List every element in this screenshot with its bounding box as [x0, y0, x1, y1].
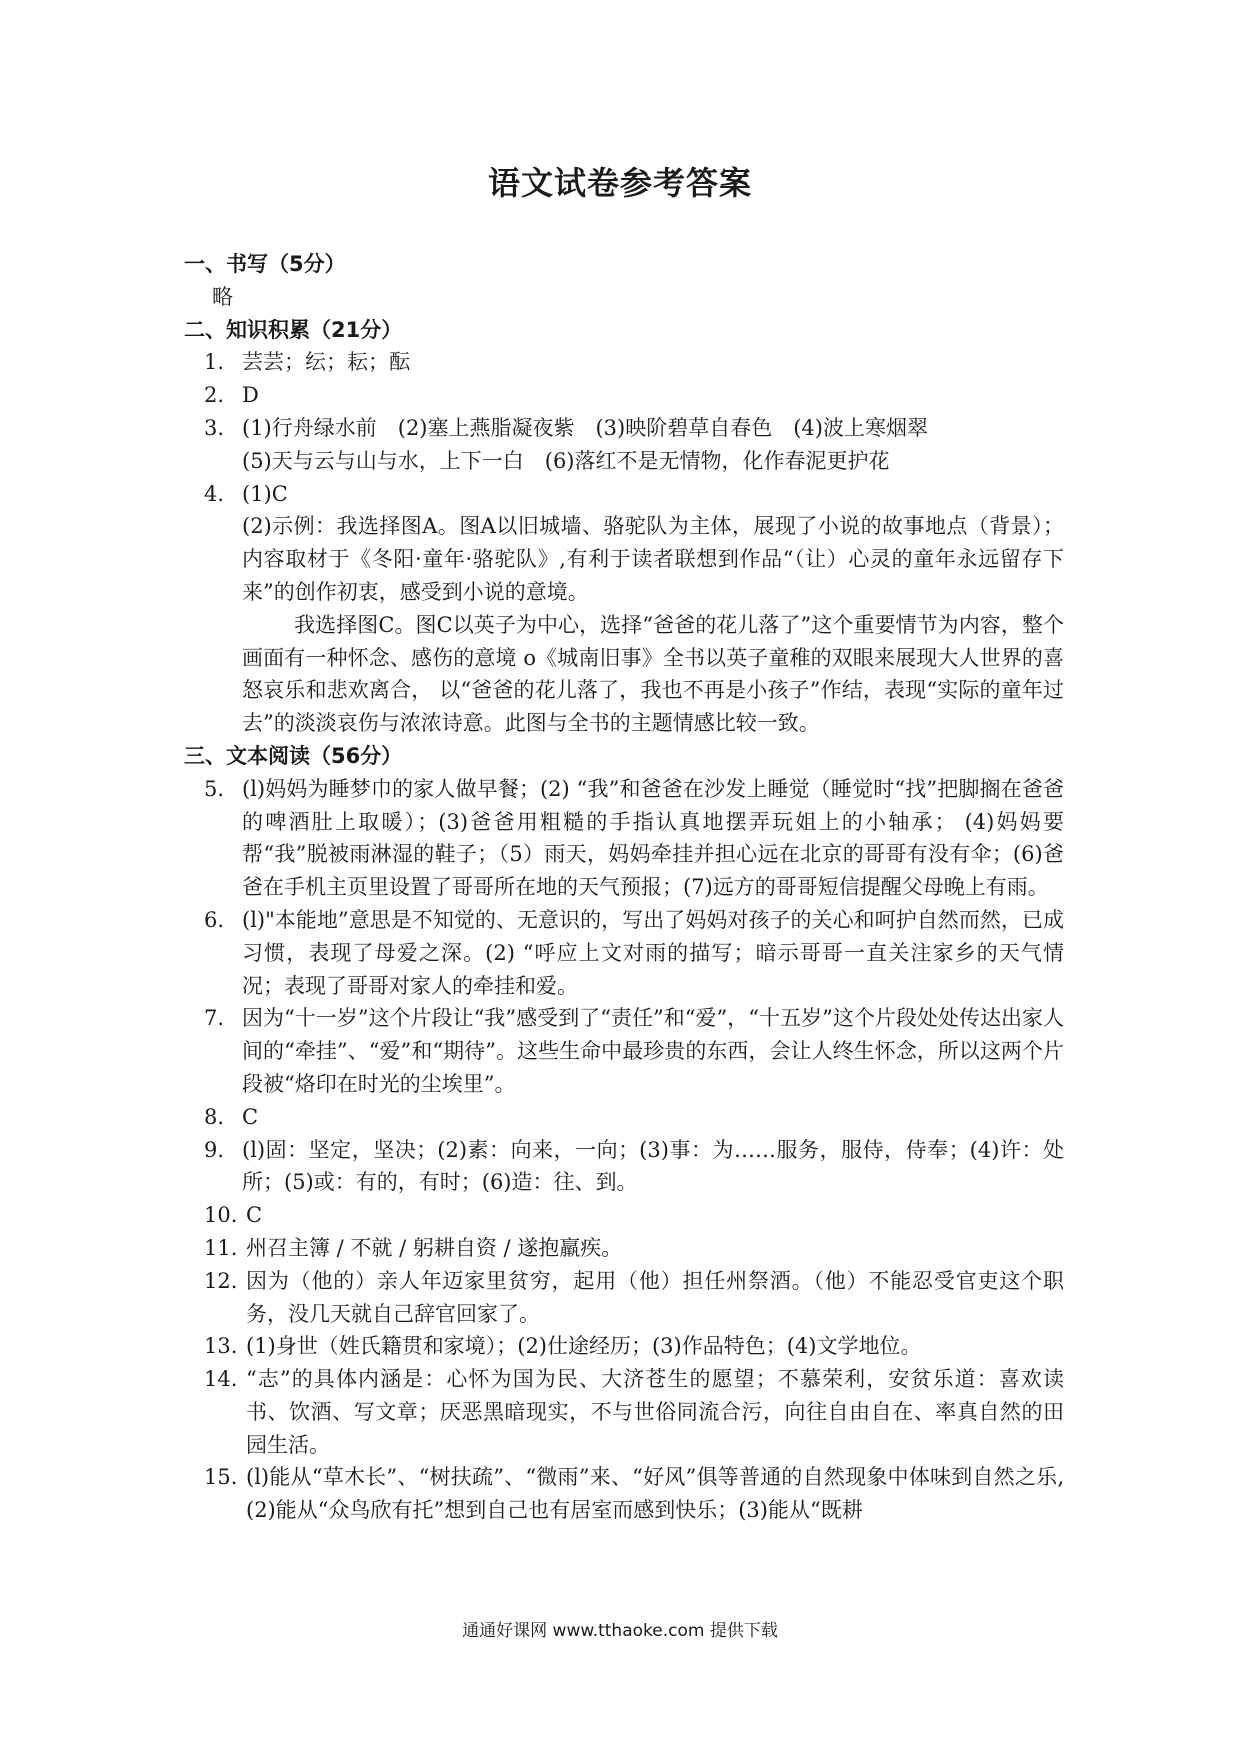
answer-text: 因为“十一岁”这个片段让“我”感受到了“责任”和“爱”，“十五岁”这个片段处处传达出家人间的“牵挂”、“爱”和“期待”。这些生命中最珍贵的东西，会让人终生怀念，所以这两个片段被“烙印在时光的尘埃里”。: [242, 1006, 1064, 1096]
answer-number: 3.: [204, 415, 225, 440]
answer-number: 7.: [204, 1006, 225, 1031]
answer-text: (l)妈妈为睡梦巾的家人做早餐；(2) “我”和爸爸在沙发上睡觉（睡觉时“找”把脚搁在爸爸的啤酒肚上取暖）；(3)爸爸用粗糙的手指认真地摆弄玩姐上的小轴承； (4)妈妈要帮“我”脱被雨淋湿的鞋子；（5）雨天，妈妈牵挂并担心远在北京的哥哥有没有伞；(6)爸爸在手机主页里设置了哥哥所在地的天气预报；(7)远方的哥哥短信提醒父母晚上有雨。: [242, 776, 1064, 900]
answer-text: (l)"本能地”意思是不知觉的、无意识的，写出了妈妈对孩子的关心和呵护自然而然，已成习惯，表现了母爱之深。(2) “呼应上文对雨的描写；暗示哥哥一直关注家乡的天气情况；表现了哥哥对家人的牵挂和爱。: [242, 907, 1064, 998]
answer-text-line-2: (5)天与云与山与水，上下一白 (6)落红不是无情物，化作春泥更护花: [242, 448, 890, 473]
answer-text: (1)身世（姓氏籍贯和家境）；(2)仕途经历；(3)作品特色；(4)文学地位。: [246, 1334, 922, 1359]
answer-item-3: [184, 412, 1064, 478]
answer-item-4-part-3: 我选择图C。图C以英子为中心，选择“爸爸的花儿落了”这个重要情节为内容，整个画面有一种怀念、感伤的意境 o《城南旧事》全书以英子童稚的双眼来展现大人世界的喜怒哀乐和悲欢离合， 以“爸爸的花儿落了，我也不再是小孩子”作结，表现“实际的童年过去”的淡淡哀伤与浓浓诗意。此图与全书的主题情感比较一致。: [242, 612, 1064, 736]
page-title: 语文试卷参考答案: [487, 164, 752, 202]
answer-item-4-part-3-wrap: [184, 609, 1064, 740]
answer-text: D: [242, 383, 259, 408]
answer-item-13: [184, 1330, 1064, 1363]
answer-item-5: [184, 773, 1064, 904]
answer-number: 15.: [204, 1465, 238, 1490]
answer-text: (l)固：坚定，坚决；(2)素：向来，一向；(3)事：为……服务，服侍，侍奉；(4)许：处所；(5)或：有的，有时；(6)造：往、到。: [242, 1137, 1064, 1195]
answer-number: 4.: [204, 481, 225, 506]
section-writing-answer: 略: [212, 284, 233, 309]
answer-text: “志”的具体内涵是：心怀为国为民、大济苍生的愿望；不慕荣利，安贫乐道：喜欢读书、饮酒、写文章；厌恶黑暗现实，不与世俗同流合污，向往自由自在、率真自然的田园生活。: [246, 1367, 1064, 1457]
section-heading-writing: 一、书写（5分）: [184, 252, 346, 276]
answer-content: [184, 248, 1064, 1527]
answer-number: 11.: [204, 1235, 238, 1260]
answer-text: (l)能从“草木长”、“树扶疏”、“微雨”来、“好风”俱等普通的自然现象中体味到自然之乐,(2)能从“众鸟欣有托”想到自己也有居室而感到快乐；(3)能从“既耕: [246, 1465, 1064, 1523]
answer-text: 芸芸；纭；耘；酝: [242, 350, 410, 375]
answer-text: C: [242, 1104, 259, 1129]
answer-text: 因为（他的）亲人年迈家里贫穷，起用（他）担任州祭酒。（他）不能忍受官吏这个职务，没几天就自己辞官回家了。: [246, 1268, 1064, 1326]
section-heading-reading: 三、文本阅读（56分）: [184, 743, 403, 768]
answer-number: 10.: [204, 1203, 238, 1228]
answer-item-11: [184, 1232, 1064, 1265]
answer-number: 13.: [204, 1334, 238, 1359]
answer-text-part-1: (1)C: [242, 481, 288, 506]
answer-item-10: [184, 1199, 1064, 1232]
section-heading-knowledge: 二、知识积累（21分）: [184, 317, 403, 342]
page-footer: 通通好课网 www.tthaoke.com 提供下载: [462, 1621, 778, 1641]
answer-item-4-part-2: (2)示例：我选择图A。图A以旧城墙、骆驼队为主体，展现了小说的故事地点（背景）；内容取材于《冬阳·童年·骆驼队》,有利于读者联想到作品“（让）心灵的童年永远留存下来”的创作初衷，感受到小说的意境。: [242, 514, 1064, 604]
answer-item-12: [184, 1265, 1064, 1331]
answer-number: 2.: [204, 383, 225, 408]
answer-item-9: [184, 1134, 1064, 1200]
answer-item-7: [184, 1002, 1064, 1100]
answer-item-8: [184, 1101, 1064, 1134]
answer-item-14: [184, 1363, 1064, 1461]
answer-item-2: [184, 379, 1064, 412]
answer-number: 12.: [204, 1268, 238, 1293]
answer-item-4: [184, 478, 1064, 511]
answer-number: 14.: [204, 1367, 238, 1392]
answer-number: 5.: [204, 776, 225, 801]
answer-number: 6.: [204, 907, 225, 932]
answer-item-6: [184, 904, 1064, 1002]
answer-number: 9.: [204, 1137, 225, 1162]
answer-number: 1.: [204, 350, 225, 375]
answer-text: C: [246, 1203, 263, 1228]
answer-text-line-1: (1)行舟绿水前 (2)塞上燕脂凝夜紫 (3)映阶碧草自春色 (4)波上寒烟翠: [242, 415, 928, 440]
answer-number: 8.: [204, 1104, 225, 1129]
answer-item-15: [184, 1461, 1064, 1527]
answer-text: 州召主簿 / 不就 / 躬耕自资 / 遂抱羸疾。: [246, 1235, 623, 1260]
answer-item-1: [184, 346, 1064, 379]
